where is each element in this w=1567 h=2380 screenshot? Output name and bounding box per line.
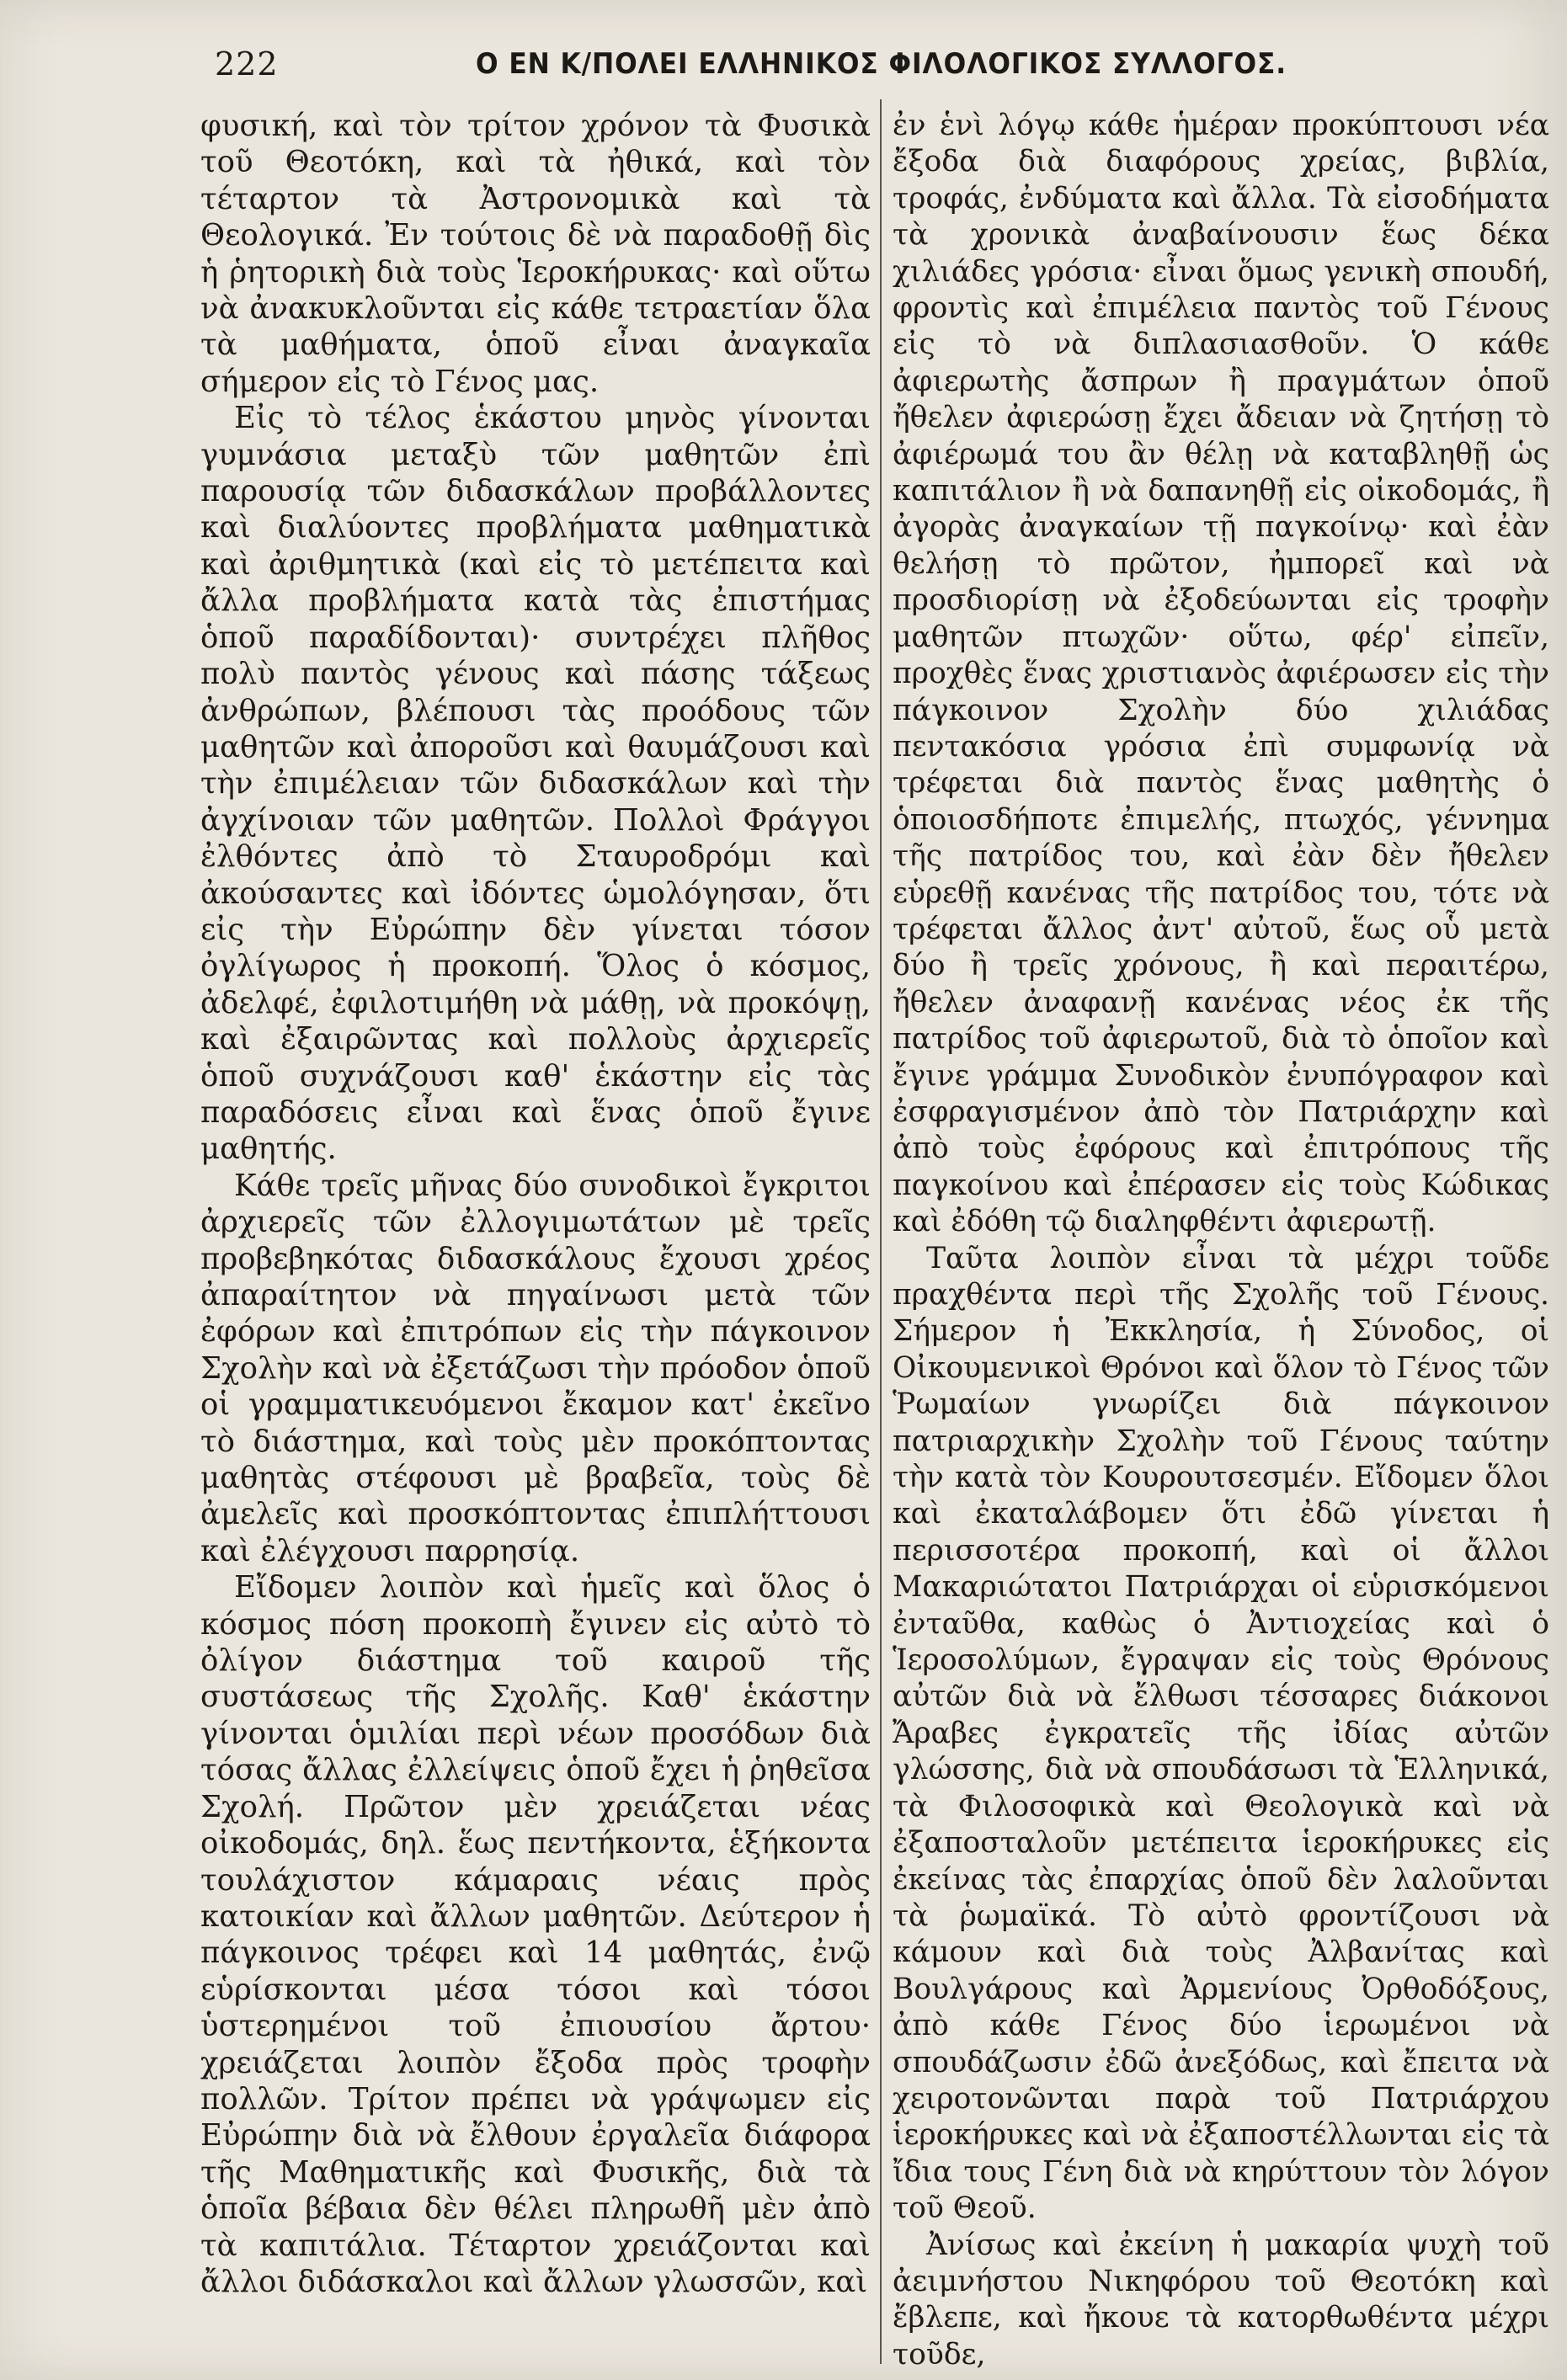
left-paragraph-2: Εἰς τὸ τέλος ἑκάστου μηνὸς γίνονται γυμνάσια μεταξὺ τῶν μαθητῶν ἐπὶ παρουσίᾳ τῶν διδασκάλων προβάλλοντες καὶ διαλύοντες προβλήματα μαθηματικὰ καὶ ἀριθμητικὰ (καὶ εἰς τὸ μετέπειτα καὶ ἄλλα προβλήματα κατὰ τὰς ἐπιστήμας ὁποῦ παραδίδονται)· συντρέχει πλῆθος πολὺ παντὸς γένους καὶ πάσης τάξεως ἀνθρώπων, βλέπουσι τὰς προόδους τῶν μαθητῶν καὶ ἀποροῦσι καὶ θαυμάζουσι καὶ τὴν ἐπιμέλειαν τῶν διδασκάλων καὶ τὴν ἀγχίνοιαν τῶν μαθητῶν. Πολλοὶ Φράγγοι ἐλθόντες ἀπὸ τὸ Σταυροδρόμι καὶ ἀκούσαντες καὶ ἰδόντες ὡμολόγησαν, ὅτι εἰς τὴν Εὐρώπην δὲν γίνεται τόσον ὀγλίγωρος ἡ προκοπή. Ὅλος ὁ κόσμος, ἀδελφέ, ἐφιλοτιμήθη νὰ μάθῃ, νὰ προκόψῃ, καὶ ἐξαιρῶντας καὶ πολλοὺς ἀρχιερεῖς ὁποῦ συχνάζουσι καθ' ἑκάστην εἰς τὰς παραδόσεις εἶναι καὶ ἕνας ὁποῦ ἔγινε μαθητής. bbox=[200, 401, 871, 1167]
left-column bbox=[200, 108, 871, 2300]
column-divider bbox=[880, 99, 882, 2364]
right-column bbox=[893, 108, 1549, 2373]
page-number: 222 bbox=[215, 45, 279, 83]
running-title: Ο ΕΝ Κ/ΠΟΛΕΙ ΕΛΛΗΝΙΚΟΣ ΦΙΛΟΛΟΓΙΚΟΣ ΣΥΛΛΟΓΟΣ. bbox=[476, 47, 1287, 81]
left-paragraph-1: φυσική, καὶ τὸν τρίτον χρόνον τὰ Φυσικὰ τοῦ Θεοτόκη, καὶ τὰ ἠθικά, καὶ τὸν τέταρτον τὰ Ἀστρονομικὰ καὶ τὰ Θεολογικά. Ἐν τούτοις δὲ νὰ παραδοθῇ δὶς ἡ ῥητορικὴ διὰ τοὺς Ἱεροκήρυκας· καὶ οὕτω νὰ ἀνακυκλοῦνται εἰς κάθε τετραετίαν ὅλα τὰ μαθήματα, ὁποῦ εἶναι ἀναγκαῖα σήμερον εἰς τὸ Γένος μας. bbox=[200, 109, 871, 399]
page-header bbox=[215, 40, 1301, 99]
right-paragraph-3: Ἀνίσως καὶ ἐκείνη ἡ μακαρία ψυχὴ τοῦ ἀειμνήστου Νικηφόρου τοῦ Θεοτόκη καὶ ἔβλεπε, καὶ ἤκουε τὰ κατορθωθέντα μέχρι τοῦδε, bbox=[893, 2228, 1549, 2372]
right-paragraph-2: Ταῦτα λοιπὸν εἶναι τὰ μέχρι τοῦδε πραχθέντα περὶ τῆς Σχολῆς τοῦ Γένους. Σήμερον ἡ Ἐκκλησία, ἡ Σύνοδος, οἱ Οἰκουμενικοὶ Θρόνοι καὶ ὅλον τὸ Γένος τῶν Ῥωμαίων γνωρίζει διὰ πάγκοινον πατριαρχικὴν Σχολὴν τοῦ Γένους ταύτην τὴν κατὰ τὸν Κουρουτσεσμέν. Εἴδομεν ὅλοι καὶ ἐκαταλάβομεν ὅτι ἐδῶ γίνεται ἡ περισσοτέρα προκοπή, καὶ οἱ ἄλλοι Μακαριώτατοι Πατριάρχαι οἱ εὑρισκόμενοι ἐνταῦθα, καθὼς ὁ Ἀντιοχείας καὶ ὁ Ἱεροσολύμων, ἔγραψαν εἰς τοὺς Θρόνους αὐτῶν διὰ νὰ ἔλθωσι τέσσαρες διάκονοι Ἄραβες ἐγκρατεῖς τῆς ἰδίας αὐτῶν γλώσσης, διὰ νὰ σπουδάσωσι τὰ Ἑλληνικά, τὰ Φιλοσοφικὰ καὶ Θεολογικὰ καὶ νὰ ἐξαποσταλοῦν μετέπειτα ἱεροκήρυκες εἰς ἐκείνας τὰς ἐπαρχίας ὁποῦ δὲν λαλοῦνται τὰ ῥωμαϊκά. Τὸ αὐτὸ φροντίζουσι νὰ κάμουν καὶ διὰ τοὺς Ἀλβανίτας καὶ Βουλγάρους καὶ Ἀρμενίους Ὀρθοδόξους, ἀπὸ κάθε Γένος δύο ἱερωμένοι νὰ σπουδάζωσιν ἐδῶ ἀνεξόδως, καὶ ἔπειτα νὰ χειροτονῶνται παρὰ τοῦ Πατριάρχου ἱεροκήρυκες καὶ νὰ ἐξαποστέλλωνται εἰς τὰ ἴδια τους Γένη διὰ νὰ κηρύττουν τὸν λόγον τοῦ Θεοῦ. bbox=[893, 1241, 1549, 2226]
left-paragraph-4: Εἴδομεν λοιπὸν καὶ ἡμεῖς καὶ ὅλος ὁ κόσμος πόση προκοπὴ ἔγινεν εἰς αὐτὸ τὸ ὀλίγον διάστημα τοῦ καιροῦ τῆς συστάσεως τῆς Σχολῆς. Καθ' ἑκάστην γίνονται ὁμιλίαι περὶ νέων προσόδων διὰ τόσας ἄλλας ἐλλείψεις ὁποῦ ἔχει ἡ ῥηθεῖσα Σχολή. Πρῶτον μὲν χρειάζεται νέας οἰκοδομάς, δηλ. ἕως πεντήκοντα, ἑξήκοντα τουλάχιστον κάμαραις νέαις πρὸς κατοικίαν καὶ ἄλλων μαθητῶν. Δεύτερον ἡ πάγκοινος τρέφει καὶ 14 μαθητάς, ἐνῷ εὑρίσκονται μέσα τόσοι καὶ τόσοι ὑστερημένοι τοῦ ἐπιουσίου ἄρτου· χρειάζεται λοιπὸν ἔξοδα πρὸς τροφὴν πολλῶν. Τρίτον πρέπει νὰ γράψωμεν εἰς Εὐρώπην διὰ νὰ ἔλθουν ἐργαλεῖα διάφορα τῆς Μαθηματικῆς καὶ Φυσικῆς, διὰ τὰ ὁποῖα βέβαια δὲν θέλει πληρωθῆ μὲν ἀπὸ τὰ καπιτάλια. Τέταρτον χρειάζονται καὶ ἄλλοι διδάσκαλοι καὶ ἄλλων γλωσσῶν, καὶ bbox=[200, 1570, 871, 2299]
left-paragraph-3: Κάθε τρεῖς μῆνας δύο συνοδικοὶ ἔγκριτοι ἀρχιερεῖς τῶν ἐλλογιμωτάτων μὲ τρεῖς προβεβηκότας διδασκάλους ἔχουσι χρέος ἀπαραίτητον νὰ πηγαίνωσι μετὰ τῶν ἐφόρων καὶ ἐπιτρόπων εἰς τὴν πάγκοινον Σχολὴν καὶ νὰ ἐξετάζωσι τὴν πρόοδον ὁποῦ οἱ γραμματικευόμενοι ἔκαμον κατ' ἐκεῖνο τὸ διάστημα, καὶ τοὺς μὲν προκόπτοντας μαθητὰς στέφουσι μὲ βραβεῖα, τοὺς δὲ ἀμελεῖς καὶ προσκόπτοντας ἐπιπλήττουσι καὶ ἐλέγχουσι παρρησίᾳ. bbox=[200, 1168, 871, 1568]
right-paragraph-1: ἐν ἑνὶ λόγῳ κάθε ἡμέραν προκύπτουσι νέα ἔξοδα διὰ διαφόρους χρείας, βιβλία, τροφάς, ἐνδύματα καὶ ἄλλα. Τὰ εἰσοδήματα τὰ χρονικὰ ἀναβαίνουσιν ἕως δέκα χιλιάδες γρόσια· εἶναι ὅμως γενικὴ σπουδή, φροντὶς καὶ ἐπιμέλεια παντὸς τοῦ Γένους εἰς τὸ νὰ διπλασιασθοῦν. Ὁ κάθε ἀφιερωτὴς ἄσπρων ἢ πραγμάτων ὁποῦ ἤθελεν ἀφιερώσῃ ἔχει ἄδειαν νὰ ζητήσῃ τὸ ἀφιέρωμά του ἂν θέλῃ νὰ καταβληθῇ ὡς καπιτάλιον ἢ νὰ δαπανηθῇ εἰς οἰκοδομάς, ἢ ἀγορὰς ἀναγκαίων τῇ παγκοίνῳ· καὶ ἐὰν θελήσῃ τὸ πρῶτον, ἠμπορεῖ καὶ νὰ προσδιορίσῃ νὰ ἐξοδεύωνται εἰς τροφὴν μαθητῶν πτωχῶν· οὕτω, φέρ' εἰπεῖν, προχθὲς ἕνας χριστιανὸς ἀφιέρωσεν εἰς τὴν πάγκοινον Σχολὴν δύο χιλιάδας πεντακόσια γρόσια ἐπὶ συμφωνίᾳ νὰ τρέφεται διὰ παντὸς ἕνας μαθητὴς ὁ ὁποιοσδήποτε ἐπιμελής, πτωχός, γέννημα τῆς πατρίδος του, καὶ ἐὰν δὲν ἤθελεν εὑρεθῇ κανένας τῆς πατρίδος του, τότε νὰ τρέφεται ἄλλος ἀντ' αὐτοῦ, ἕως οὗ μετὰ δύο ἢ τρεῖς χρόνους, ἢ καὶ περαιτέρω, ἤθελεν ἀναφανῇ κανένας νέος ἐκ τῆς πατρίδος τοῦ ἀφιερωτοῦ, διὰ τὸ ὁποῖον καὶ ἔγινε γράμμα Συνοδικὸν ἐνυπόγραφον καὶ ἐσφραγισμένον ἀπὸ τὸν Πατριάρχην καὶ ἀπὸ τοὺς ἐφόρους καὶ ἐπιτρόπους τῆς παγκοίνου καὶ ἐπέρασεν εἰς τοὺς Κώδικας καὶ ἐδόθη τῷ διαληφθέντι ἀφιερωτῇ. bbox=[893, 109, 1549, 1239]
